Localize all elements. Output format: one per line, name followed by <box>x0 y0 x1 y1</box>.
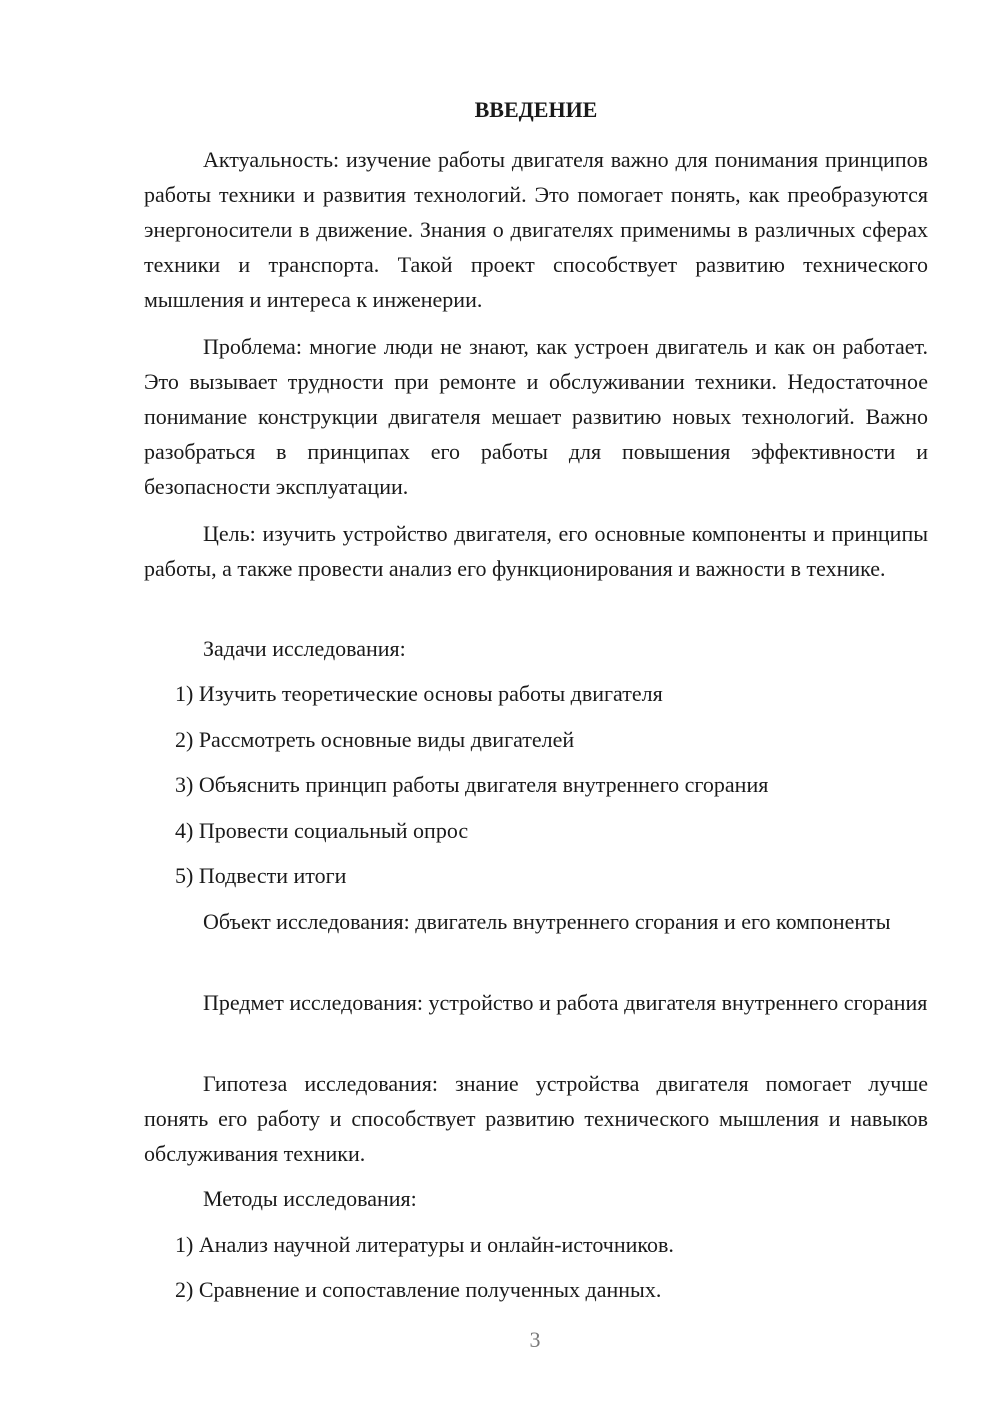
task-item-5: 5) Подвести итоги <box>175 863 347 888</box>
task-item-4: 4) Провести социальный опрос <box>175 818 469 843</box>
paragraph-hypothesis: Гипотеза исследования: знание устройства двигателя помогает лучше понять его работу и способствует развитию технического мышления и навыков обслуживания техники. <box>144 1071 928 1166</box>
methods-heading: Методы исследования: <box>203 1186 417 1211</box>
paragraph-object: Объект исследования: двигатель внутреннего сгорания и его компоненты <box>203 909 891 934</box>
page-number: 3 <box>529 1327 541 1352</box>
method-item-1: 1) Анализ научной литературы и онлайн-источников. <box>175 1232 674 1257</box>
paragraph-relevance: Актуальность: изучение работы двигателя важно для понимания принципов работы техники и развития технологий. Это помогает понять, как преобразуются энергоносители в движение. Знания о двигателях применимы в различных сферах техники и транспорта. Такой проект способствует развитию технического мышления и интереса к инженерии. <box>144 147 928 312</box>
task-item-1: 1) Изучить теоретические основы работы двигателя <box>175 681 663 706</box>
paragraph-subject: Предмет исследования: устройство и работа двигателя внутреннего сгорания <box>203 990 928 1015</box>
paragraph-goal: Цель: изучить устройство двигателя, его основные компоненты и принципы работы, а также провести анализ его функционирования и важности в технике. <box>144 521 928 581</box>
tasks-heading: Задачи исследования: <box>203 636 406 661</box>
page-title: ВВЕДЕНИЕ <box>474 97 598 122</box>
task-item-2: 2) Рассмотреть основные виды двигателей <box>175 727 575 752</box>
task-item-3: 3) Объяснить принцип работы двигателя внутреннего сгорания <box>175 772 769 797</box>
paragraph-problem: Проблема: многие люди не знают, как устроен двигатель и как он работает. Это вызывает трудности при ремонте и обслуживании техники. Недостаточное понимание конструкции двигателя мешает развитию новых технологий. Важно разобраться в принципах его работы для повышения эффективности и безопасности эксплуатации. <box>144 334 928 499</box>
method-item-2: 2) Сравнение и сопоставление полученных данных. <box>175 1277 662 1302</box>
